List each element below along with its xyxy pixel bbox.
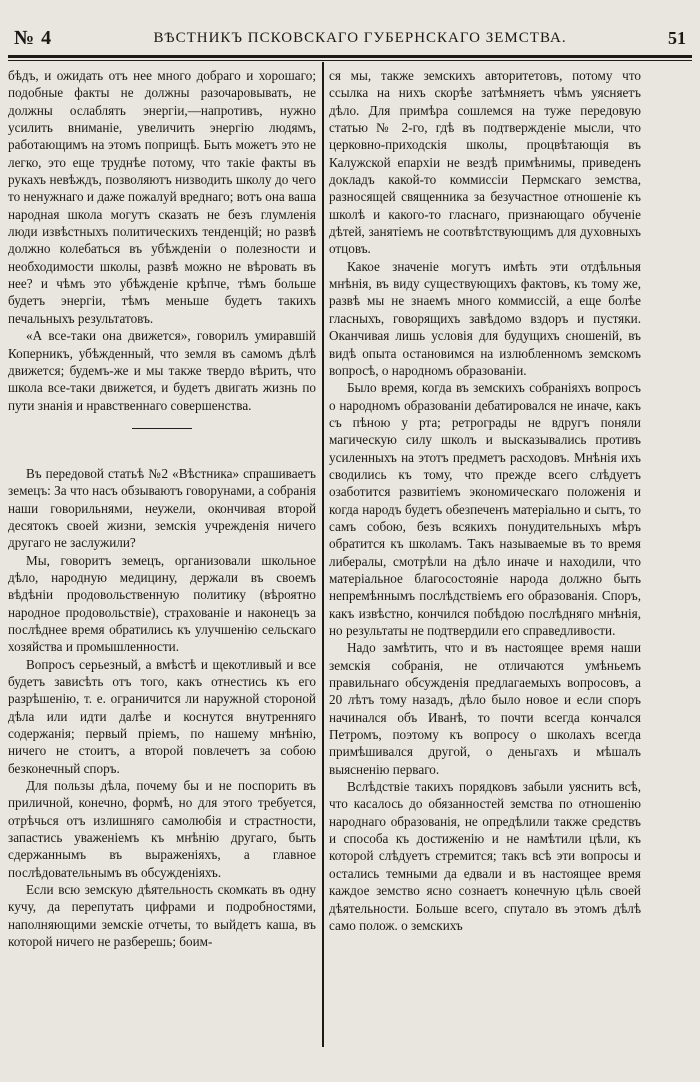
paragraph: Въ передовой статьѣ №2 «Вѣстника» спрашиваетъ земецъ: За что насъ обзываютъ говорунами, а собранія наши говорильнями, неужели, окончивая второй десятокъ своей жизни, земскія учрежденія ничего другаго не заслужили? bbox=[8, 465, 316, 551]
paragraph: Мы, говоритъ земецъ, организовали школьное дѣло, народную медицину, держали въ своемъ вѣдѣніи продовольственную политику (вѣроятно народное продовольствіе), страхованіе и наконецъ за послѣднее время обратились къ улучшенію сельскаго хозяйства и промышленности. bbox=[8, 552, 316, 655]
left-column bbox=[8, 67, 316, 1047]
paragraph: Надо замѣтить, что и въ настоящее время наши земскія собранія, не отличаются умѣньемъ правильнаго обсужденія предлагаемыхъ вопросовъ, а 20 лѣтъ тому назадъ, дѣло было новое и если споръ начинался объ Иванѣ, то почти всегда кончался Петромъ, поэтому къ вопросу о школахъ всегда примѣшивался другой, о деньгахъ и мѣшалъ выясненію перваго. bbox=[329, 640, 641, 777]
paragraph: Было время, когда въ земскихъ собраніяхъ вопросъ о народномъ образованіи дебатировался не иначе, какъ съ пѣною у рта; ретрограды не вдругъ поняли магическую силу школъ и высказывались противъ усиленныхъ на этотъ предметъ расходовъ. Мнѣнія ихъ сводились къ тому, что прежде всего слѣдуетъ озаботится развитіемъ экономическаго положенія и когда народъ будетъ обезпеченъ матеріально и сытъ, то самъ собою, безъ всякихъ понудительныхъ мѣръ обратится къ школамъ. Такъ называемые въ то время либералы, смотрѣли на дѣло иначе и находили, что матеріальное благосостояніе народа должно быть непремѣннымъ послѣдствіемъ его образованія. Споръ, какъ извѣстно, кончился побѣдою послѣдняго мнѣнія, но результаты не подтвердили его справедливости. bbox=[329, 380, 641, 638]
periodical-title: ВѢСТНИКЪ ПСКОВСКАГО ГУБЕРНСКАГО ЗЕМСТВА. bbox=[153, 29, 567, 46]
paragraph: ся мы, также земскихъ авторитетовъ, потому что ссылка на нихъ скорѣе затѣмняетъ чѣмъ уясняетъ дѣло. Для примѣра сошлемся на туже передовую статью № 2-го, гдѣ въ подтвержденіе мысли, что церковно-приходскія школы, процвѣтающія въ Калужской епархіи не вездѣ примѣнимы, приведенъ докладъ какой-то коммиссіи Пермскаго земства, разносящей священника за безучастное отношеніе къ школѣ и какого-то гласнаго, признающаго обученіе дѣтей, занятіемъ не соотвѣтствующимъ для духовныхъ отцовъ. bbox=[329, 68, 641, 257]
page-header bbox=[14, 26, 686, 50]
column-divider bbox=[322, 62, 324, 1047]
paragraph: Если всю земскую дѣятельность скомкать въ одну кучу, да перепутать цифрами и подробностями, наполняющими земскіе отчеты, то выйдетъ каша, въ которой ничего не разберешь; боим- bbox=[8, 882, 316, 950]
paragraph: Какое значеніе могутъ имѣть эти отдѣльныя мнѣнія, въ виду существующихъ фактовъ, къ тому же, развѣ мы не знаемъ много коммиссій, а еще болѣе гласныхъ, говорящихъ завѣдомо вздоръ и пустяки. Оканчивая лишь условія для будущихъ сношеній, въ видѣ опыта остановимся на излюбленномъ земскомъ вопросѣ, о народномъ образованіи. bbox=[329, 258, 641, 378]
page-number: 51 bbox=[668, 27, 686, 48]
paragraph: бѣдъ, и ожидать отъ нее много добраго и хорошаго; подобные факты не должны разочаровывать, не должны ослаблять энергіи,—напротивъ, нужно усилить вниманіе, увеличить энергію людямъ, работающимъ на этомъ поприщѣ. Быть можетъ это не легко, это еще труднѣе потому, что такіе факты въ рукахъ невѣждъ, позволяютъ низводить школу до чего то ненужнаго и даже пожалуй вреднаго; вотъ она ваша народная школа могутъ сказать не безъ глумленія люди извѣстныхъ политическихъ тенденцій; но развѣ должно колебаться въ убѣжденіи о полезности и необходимости школы, развѣ можно не вѣровать въ нее? и чѣмъ это убѣжденіе крѣпче, тѣмъ больше будетъ энергіи, тѣмъ меньше будетъ такихъ печальныхъ результатовъ. bbox=[8, 68, 316, 326]
paragraph: Вопросъ серьезный, а вмѣстѣ и щекотливый и все будетъ зависѣть отъ того, какъ отнестись къ его разрѣшенію, т. е. ограничится ли наружной стороной дѣла или идти далѣе и коснутся внутренняго содержанія; первый пріемъ, по нашему мнѣнію, ничего не стоитъ, а второй повлечетъ за собою безконечный споръ. bbox=[8, 656, 316, 776]
spacer bbox=[8, 443, 316, 465]
article-separator bbox=[132, 428, 192, 429]
header-rule-thin bbox=[8, 60, 692, 61]
paragraph: «А все-таки она движется», говорилъ умиравшій Коперникъ, убѣжденный, что земля въ самомъ дѣлѣ движется; будемъ-же и мы также твердо вѣрить, что школа все-таки движется, и будетъ двигать жизнь по пути знанія и нравственнаго совершенства. bbox=[8, 328, 316, 413]
issue-number: № 4 bbox=[14, 26, 53, 49]
paragraph: Вслѣдствіе такихъ порядковъ забыли уяснить всѣ, что касалось до обязанностей земства по отношенію народнаго образованія, не опредѣлили также средствъ и способа къ достиженію и не намѣтили цѣли, къ которой слѣдуетъ стремится; такъ всѣ эти вопросы и остались темными да едвали и въ настоящее время каждое земство ясно сознаетъ конечную цѣль своей дѣятельности. Больше всего, спутало въ этомъ дѣлѣ само полож. о земскихъ bbox=[329, 779, 641, 933]
right-column bbox=[329, 67, 641, 1047]
paragraph: Для пользы дѣла, почему бы и не поспорить въ приличной, конечно, формѣ, но для этого требуется, отрѣчься отъ излишняго самолюбія и страстности, запастись уваженіемъ къ мнѣнію другаго, быть сдержаннымъ въ выраженіяхъ, а главное послѣдовательнымъ въ обсужденіяхъ. bbox=[8, 778, 316, 880]
header-rule bbox=[8, 55, 692, 58]
